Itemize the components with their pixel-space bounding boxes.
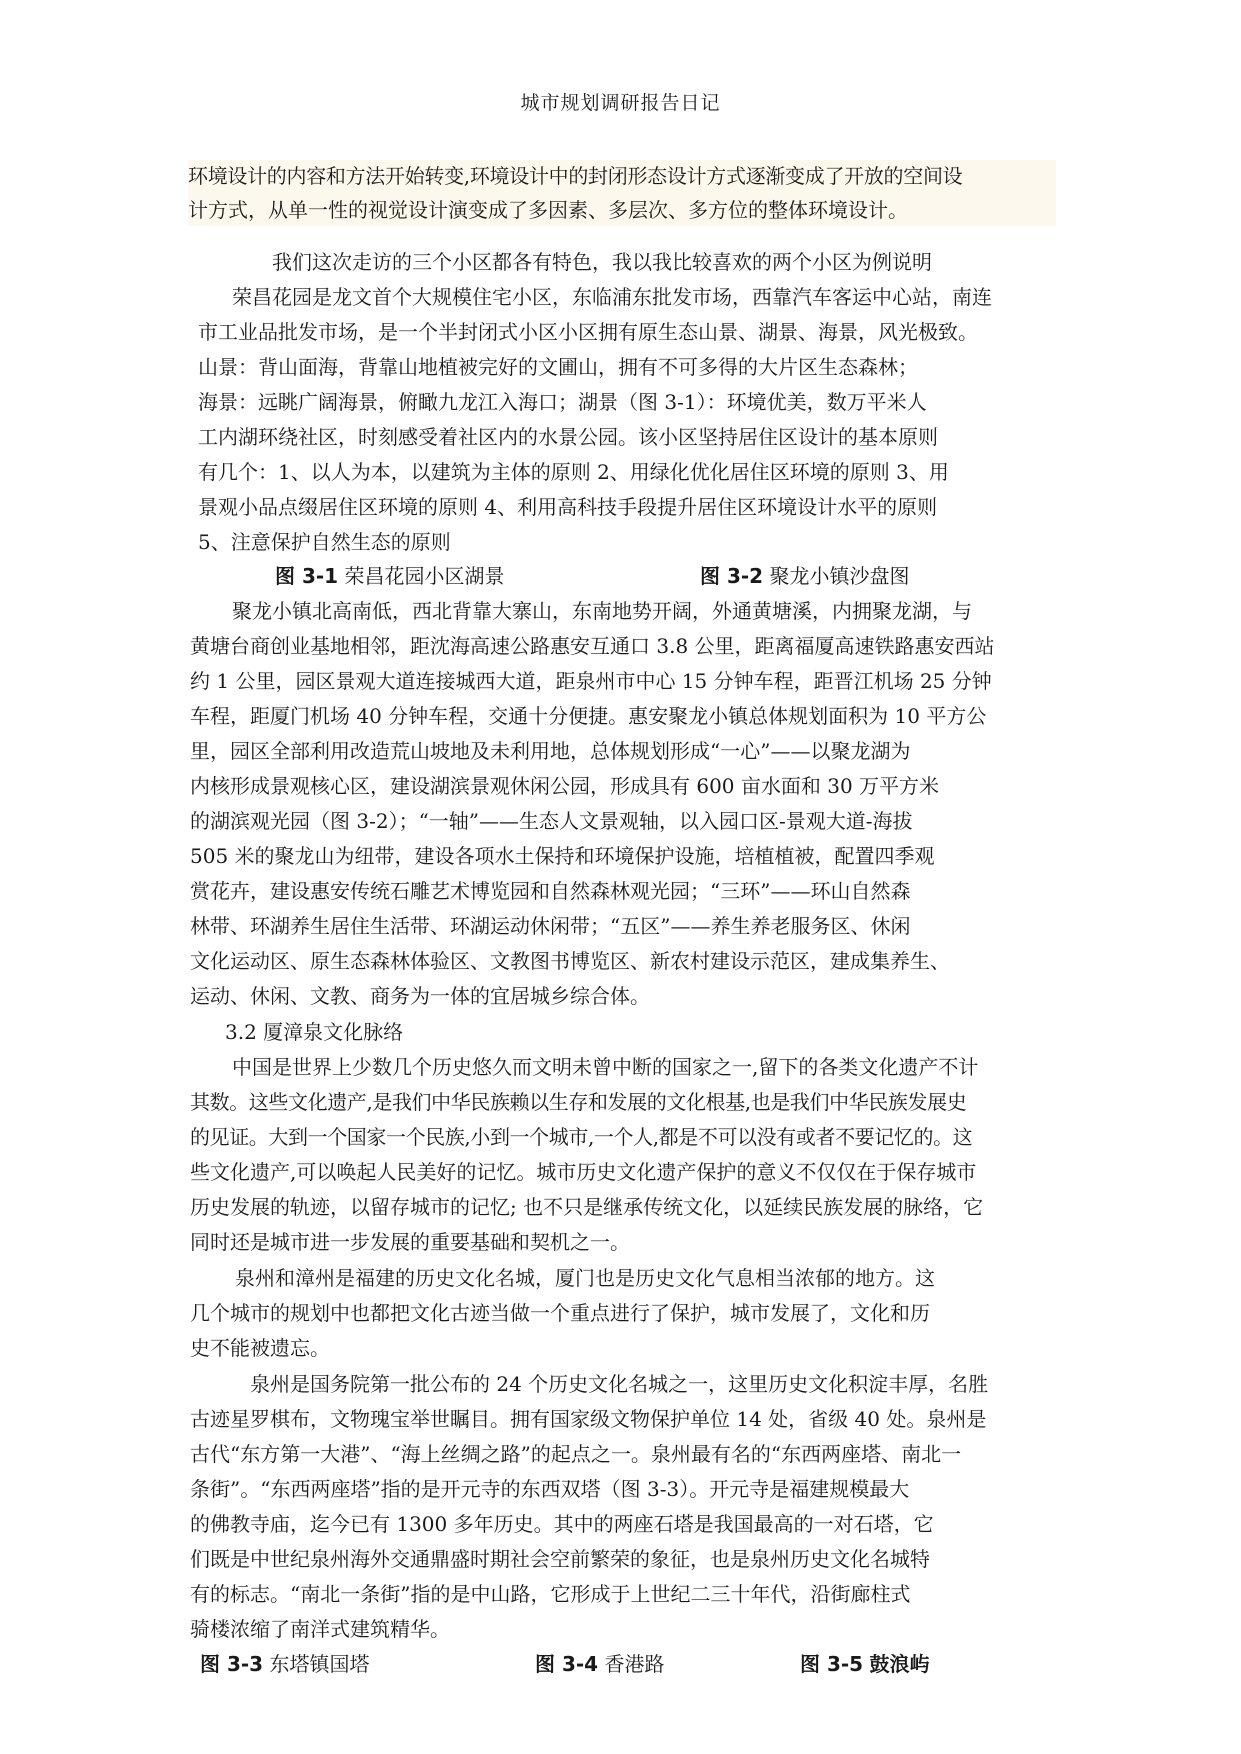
paragraph-line: 古迹星罗棋布，文物瑰宝举世瞩目。拥有国家级文物保护单位 14 处，省级 40 处。泉州是 (190, 1407, 987, 1431)
paragraph-line: 泉州和漳州是福建的历史文化名城，厦门也是历史文化气息相当浓郁的地方。这 (235, 1266, 935, 1290)
intro-line-2: 计方式，从单一性的视觉设计演变成了多因素、多层次、多方位的整体环境设计。 (188, 198, 908, 222)
page-header-title: 城市规划调研报告日记 (520, 92, 721, 114)
paragraph-line: 景观小品点缀居住区环境的原则 4、利用高科技手段提升居住区环境设计水平的原则 (198, 495, 938, 519)
paragraph-line: 史不能被遗忘。 (190, 1336, 330, 1360)
section-heading: 3.2 厦漳泉文化脉络 (225, 1020, 404, 1044)
figure-caption-3-2 (700, 562, 909, 590)
paragraph-line: 赏花卉，建设惠安传统石雕艺术博览园和自然森林观光园；“三环”——环山自然森 (190, 879, 911, 903)
figure-caption-text: 鼓浪屿 (869, 1652, 930, 1676)
figure-caption-3-1 (275, 562, 504, 590)
paragraph-line: 泉州是国务院第一批公布的 24 个历史文化名城之一，这里历史文化积淀丰厚，名胜 (250, 1372, 989, 1396)
figure-caption-text: 荣昌花园小区湖景 (344, 564, 505, 588)
paragraph-line: 山景：背山面海，背靠山地植被完好的文圃山，拥有不可多得的大片区生态森林； (198, 355, 918, 379)
paragraph-line: 的佛教寺庙，迄今已有 1300 多年历史。其中的两座石塔是我国最高的一对石塔，它 (190, 1512, 934, 1536)
paragraph-line: 5、注意保护自然生态的原则 (198, 530, 451, 554)
paragraph-line: 骑楼浓缩了南洋式建筑精华。 (190, 1617, 450, 1641)
paragraph-line: 内核形成景观核心区，建设湖滨景观休闲公园，形成具有 600 亩水面和 30 万平方米 (190, 774, 940, 798)
paragraph-line: 文化运动区、原生态森林体验区、文教图书博览区、新农村建设示范区，建成集养生、 (190, 949, 950, 973)
figure-caption-3-3 (200, 1650, 369, 1678)
paragraph-line: 的湖滨观光园（图 3-2）；“一轴”——生态人文景观轴，以入园口区-景观大道-海拔 (190, 809, 913, 833)
intro-line-1: 环境设计的内容和方法开始转变,环境设计中的封闭形态设计方式逐渐变成了开放的空间设 (188, 164, 963, 188)
paragraph-line: 黄塘台商创业基地相邻，距沈海高速公路惠安互通口 3.8 公里，距离福厦高速铁路惠安西站 (190, 634, 995, 658)
paragraph-line: 海景：远眺广阔海景，俯瞰九龙江入海口；湖景（图 3-1）：环境优美，数万平米人 (198, 390, 927, 414)
paragraph-line: 有的标志。“南北一条街”指的是中山路，它形成于上世纪二三十年代，沿街廊柱式 (190, 1582, 911, 1606)
figure-caption-3-5 (800, 1650, 929, 1678)
paragraph-line: 505 米的聚龙山为纽带，建设各项水土保持和环境保护设施，培植植被，配置四季观 (190, 844, 935, 868)
figure-caption-text: 香港路 (604, 1652, 665, 1676)
figure-number: 图 3-3 (200, 1652, 264, 1676)
paragraph-line: 约 1 公里，园区景观大道连接城西大道，距泉州市中心 15 分钟车程，距晋江机场 25 分钟 (190, 669, 992, 693)
paragraph-line: 些文化遗产,可以唤起人民美好的记忆。城市历史文化遗产保护的意义不仅仅在于保存城市 (190, 1160, 977, 1184)
figure-caption-3-4 (535, 1650, 664, 1678)
figure-number: 图 3-5 (800, 1652, 864, 1676)
paragraph-line: 条街”。“东西两座塔”指的是开元寺的东西双塔（图 3-3）。开元寺是福建规模最大 (190, 1477, 910, 1501)
figure-number: 图 3-4 (535, 1652, 599, 1676)
paragraph-line: 工内湖环绕社区，时刻感受着社区内的水景公园。该小区坚持居住区设计的基本原则 (198, 425, 938, 449)
paragraph-line: 几个城市的规划中也都把文化古迹当做一个重点进行了保护，城市发展了，文化和历 (190, 1301, 930, 1325)
paragraph-line: 车程，距厦门机场 40 分钟车程，交通十分便捷。惠安聚龙小镇总体规划面积为 10 平方公 (190, 704, 987, 728)
paragraph-line: 我们这次走访的三个小区都各有特色，我以我比较喜欢的两个小区为例说明 (272, 250, 932, 274)
paragraph-line: 的见证。大到一个国家一个民族,小到一个城市,一个人,都是不可以没有或者不要记忆的。这 (190, 1125, 973, 1149)
paragraph-line: 市工业品批发市场，是一个半封闭式小区小区拥有原生态山景、湖景、海景，风光极致。 (198, 320, 978, 344)
paragraph-line: 运动、休闲、文教、商务为一体的宜居城乡综合体。 (190, 984, 650, 1008)
paragraph-line: 聚龙小镇北高南低，西北背靠大寨山，东南地势开阔，外通黄塘溪，内拥聚龙湖，与 (232, 599, 972, 623)
figure-number: 图 3-1 (275, 564, 339, 588)
figure-number: 图 3-2 (700, 564, 764, 588)
paragraph-line: 们既是中世纪泉州海外交通鼎盛时期社会空前繁荣的象征，也是泉州历史文化名城特 (190, 1547, 930, 1571)
figure-caption-text: 东塔镇国塔 (269, 1652, 370, 1676)
paragraph-line: 有几个：1、以人为本，以建筑为主体的原则 2、用绿化优化居住区环境的原则 3、用 (198, 460, 949, 484)
figure-caption-text: 聚龙小镇沙盘图 (769, 564, 910, 588)
paragraph-line: 同时还是城市进一步发展的重要基础和契机之一。 (190, 1230, 630, 1254)
paragraph-line: 其数。这些文化遗产,是我们中华民族赖以生存和发展的文化根基,也是我们中华民族发展史 (190, 1090, 967, 1114)
paragraph-line: 林带、环湖养生居住生活带、环湖运动休闲带；“五区”——养生养老服务区、休闲 (190, 914, 911, 938)
paragraph-line: 荣昌花园是龙文首个大规模住宅小区，东临浦东批发市场，西靠汽车客运中心站，南连 (232, 285, 992, 309)
paragraph-line: 古代“东方第一大港”、“海上丝绸之路”的起点之一。泉州最有名的“东西两座塔、南北一 (190, 1442, 962, 1466)
paragraph-line: 历史发展的轨迹，以留存城市的记忆; 也不只是继承传统文化，以延续民族发展的脉络，它 (190, 1195, 984, 1219)
paragraph-line: 里，园区全部利用改造荒山坡地及未利用地，总体规划形成“一心”——以聚龙湖为 (190, 739, 911, 763)
paragraph-line: 中国是世界上少数几个历史悠久而文明未曾中断的国家之一,留下的各类文化遗产不计 (232, 1055, 979, 1079)
